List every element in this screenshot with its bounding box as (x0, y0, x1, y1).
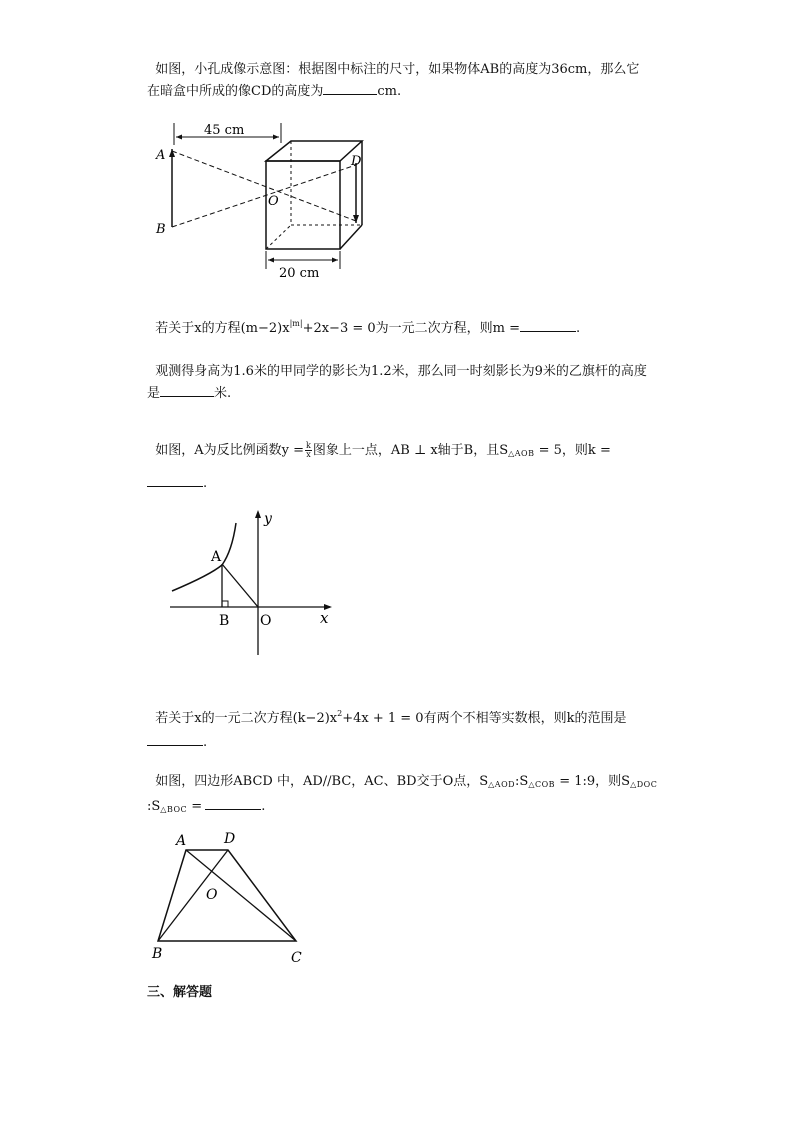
question-4 (147, 440, 687, 495)
box-bottom-right-edge (340, 225, 362, 249)
question-3-text-c: 米. (214, 386, 232, 401)
question-3-line-1 (147, 361, 687, 383)
question-6-text-a: 如图，四边形ABCD 中，AD//BC，AC、BD交于O点，S (155, 774, 489, 789)
question-5-text-a: 若关于x的一元二次方程(k−2)x (155, 711, 338, 726)
label-a: A (211, 549, 222, 565)
pinhole-camera-figure (148, 115, 378, 285)
question-3-text-a: 观测得身高为1.6米的甲同学的影长为1.2米，那么同一时刻影长为9米的乙旗杆的高度 (155, 364, 647, 379)
question-5-end: . (203, 735, 208, 750)
dim-45-arrow-left (176, 135, 182, 140)
label-b: B (152, 946, 163, 962)
right-angle-mark (222, 601, 228, 607)
image-arrow (353, 215, 359, 223)
hyperbola-figure (160, 505, 340, 660)
object-arrow (169, 149, 175, 157)
question-4-text-a: 如图，A为反比例函数y = (155, 443, 305, 458)
fraction-numerator: k (306, 441, 311, 450)
answer-blank-1[interactable] (323, 81, 377, 95)
dim-45-label: 45 cm (204, 123, 245, 138)
question-2-text-c: . (576, 321, 581, 336)
question-3 (147, 361, 687, 405)
question-6-subscript-3: △DOC (630, 780, 658, 789)
dim-20-label: 20 cm (279, 266, 320, 281)
box-top (266, 141, 362, 161)
diagonal-ac (186, 850, 296, 941)
question-2-text-a: 若关于x的方程(m−2)x (155, 321, 290, 336)
dim-20-arrow-right (332, 258, 338, 263)
hidden-edge-diagonal (266, 225, 291, 249)
question-2-exponent: |m| (289, 319, 303, 328)
question-5-line-1 (147, 703, 687, 730)
question-4-end: . (203, 476, 208, 491)
label-x: x (320, 609, 329, 627)
label-d: D (351, 154, 362, 169)
dim-20-arrow-left (268, 258, 274, 263)
question-2-text-b: +2x−3 = 0为一元二次方程，则m = (302, 321, 521, 336)
question-5 (147, 703, 687, 754)
label-o: O (206, 887, 218, 903)
trapezoid-figure (148, 828, 318, 968)
question-6-text-e: = (187, 799, 203, 814)
label-b: B (156, 222, 166, 237)
question-1-text-b: 在暗盒中所成的像CD的高度为 (147, 84, 324, 99)
label-a: A (156, 148, 166, 163)
question-4-line-1 (147, 440, 687, 465)
question-1-line-1 (147, 59, 687, 81)
section-heading: 三、解答题 (147, 985, 213, 1000)
question-6-end: . (261, 799, 266, 814)
question-3-line-2 (147, 383, 687, 405)
question-6-text-b: :S (515, 774, 529, 789)
question-2 (147, 313, 687, 340)
y-axis-arrow (255, 510, 261, 518)
label-d: D (224, 831, 236, 847)
dim-45-arrow-right (273, 135, 279, 140)
question-5-text-b: +4x + 1 = 0有两个不相等实数根，则k的范围是 (342, 711, 627, 726)
question-6-line-2 (147, 796, 687, 821)
question-4-text-b: 图象上一点，AB ⊥ x轴于B，且S (312, 443, 509, 458)
question-6 (147, 771, 687, 821)
question-1 (147, 59, 687, 103)
answer-blank-6[interactable] (205, 796, 261, 810)
question-4-text-c: = 5，则k = (534, 443, 611, 458)
hyperbola-curve (172, 523, 236, 591)
label-b: B (219, 613, 230, 629)
question-4-subscript: △AOB (508, 449, 535, 458)
label-o: O (260, 613, 272, 629)
question-6-line-1 (147, 771, 687, 796)
fraction-k-over-x (305, 442, 312, 459)
question-6-subscript-2: △COB (528, 780, 556, 789)
question-5-exponent: 2 (337, 709, 343, 718)
question-3-text-b: 是 (147, 386, 161, 401)
question-1-text-a: 如图，小孔成像示意图：根据图中标注的尺寸，如果物体AB的高度为36cm，那么它 (155, 62, 640, 77)
diagonal-bd (158, 850, 228, 941)
question-6-text-c: = 1:9，则S (555, 774, 631, 789)
answer-blank-5[interactable] (147, 732, 203, 746)
answer-blank-3[interactable] (160, 383, 214, 397)
question-6-text-d: :S (147, 799, 161, 814)
question-1-text-c: cm. (377, 84, 402, 99)
answer-blank-4[interactable] (147, 473, 203, 487)
fraction-denominator: x (306, 450, 311, 459)
question-6-subscript-4: △BOC (160, 805, 188, 814)
ray-b-to-d (172, 165, 356, 227)
question-1-line-2 (147, 81, 687, 103)
label-o: O (268, 194, 279, 209)
trapezoid-abcd (158, 850, 296, 941)
question-4-line-2 (147, 473, 687, 495)
answer-blank-2[interactable] (520, 318, 576, 332)
label-y: y (264, 511, 272, 527)
question-6-subscript-1: △AOD (488, 780, 516, 789)
question-5-line-2 (147, 732, 687, 754)
label-c: C (291, 950, 302, 966)
label-a: A (176, 833, 187, 849)
